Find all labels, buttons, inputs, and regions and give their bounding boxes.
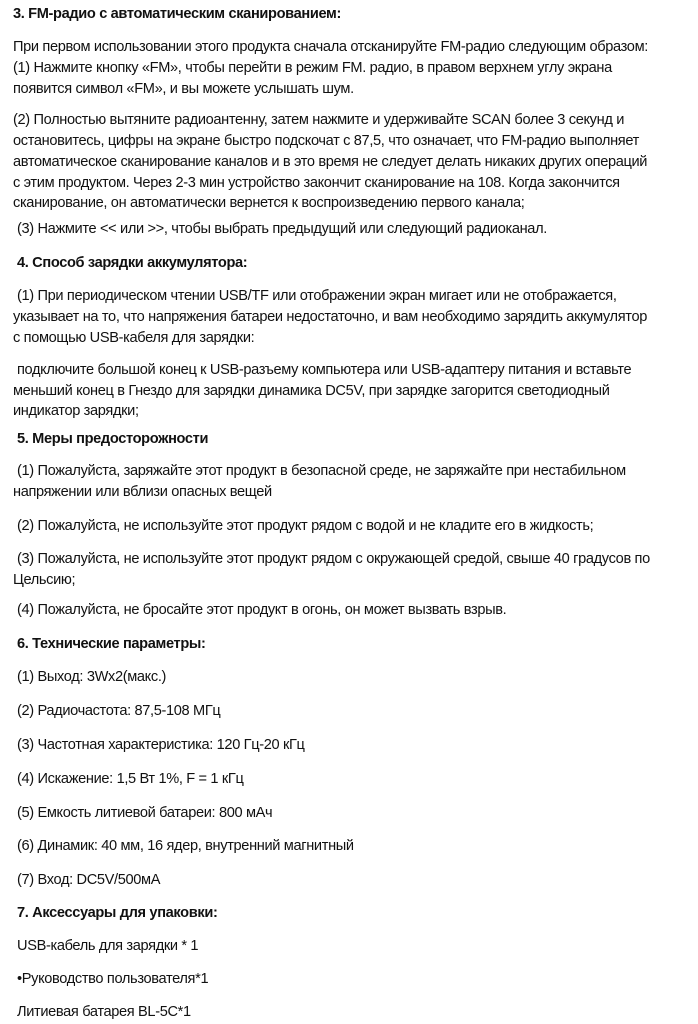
accessory-item: •Руководство пользователя*1 (17, 971, 209, 987)
text-line: (1) При периодическом чтении USB/TF или отображении экран мигает или не отображается, (17, 288, 617, 304)
text-line: подключите большой конец к USB-разъему компьютера или USB-адаптеру питания и вставьте (17, 362, 632, 378)
text-line: с помощью USB-кабеля для зарядки: (13, 330, 255, 346)
accessory-item: Литиевая батарея BL-5C*1 (17, 1004, 191, 1020)
spec-item: (6) Динамик: 40 мм, 16 ядер, внутренний магнитный (17, 838, 354, 854)
section-heading: 4. Способ зарядки аккумулятора: (17, 255, 248, 271)
text-line: (1) Пожалуйста, заряжайте этот продукт в безопасной среде, не заряжайте при нестабильном (17, 463, 626, 479)
spec-item: (1) Выход: 3Wx2(макс.) (17, 669, 167, 685)
section-heading: 5. Меры предосторожности (17, 431, 209, 447)
text-line: сканирование, он автоматически вернется к воспроизведению первого канала; (13, 195, 525, 211)
section-heading: 6. Технические параметры: (17, 636, 206, 652)
text-line: Цельсию; (13, 572, 76, 588)
text-line: остановитесь, цифры на экране быстро подскочат с 87,5, что означает, что FM-радио выполняет (13, 133, 639, 149)
spec-item: (3) Частотная характеристика: 120 Гц-20 кГц (17, 737, 305, 753)
text-line: (4) Пожалуйста, не бросайте этот продукт в огонь, он может вызвать взрыв. (17, 602, 507, 618)
text-line: (2) Полностью вытяните радиоантенну, затем нажмите и удерживайте SCAN более 3 секунд и (13, 112, 624, 128)
spec-item: (5) Емкость литиевой батареи: 800 мАч (17, 805, 273, 821)
text-line: с этим продуктом. Через 2-3 мин устройство закончит сканирование на 108. Когда закончится (13, 175, 620, 191)
spec-item: (7) Вход: DC5V/500мА (17, 872, 161, 888)
spec-item: (4) Искажение: 1,5 Вт 1%, F = 1 кГц (17, 771, 244, 787)
text-line: индикатор зарядки; (13, 403, 139, 419)
text-line: автоматическое сканирование каналов и в это время не следует делать никаких других операций (13, 154, 648, 170)
section-heading: 7. Аксессуары для упаковки: (17, 905, 218, 921)
text-line: (2) Пожалуйста, не используйте этот продукт рядом с водой и не кладите его в жидкость; (17, 518, 594, 534)
text-line: появится символ «FM», и вы можете услышать шум. (13, 81, 354, 97)
section-heading: 3. FM-радио с автоматическим сканированием: (13, 6, 341, 22)
text-line: напряжении или вблизи опасных вещей (13, 484, 272, 500)
accessory-item: USB-кабель для зарядки * 1 (17, 938, 199, 954)
text-line: (3) Пожалуйста, не используйте этот продукт рядом с окружающей средой, свыше 40 градусов по (17, 551, 650, 567)
text-line: При первом использовании этого продукта сначала отсканируйте FM-радио следующим образом: (13, 39, 648, 55)
text-line: указывает на то, что напряжения батареи недостаточно, и вам необходимо зарядить аккумулятор (13, 309, 647, 325)
text-line: (1) Нажмите кнопку «FM», чтобы перейти в режим FM. радио, в правом верхнем углу экрана (13, 60, 612, 76)
spec-item: (2) Радиочастота: 87,5-108 МГц (17, 703, 221, 719)
text-line: меньший конец в Гнездо для зарядки динамика DC5V, при зарядке загорится светодиодный (13, 383, 610, 399)
text-line: (3) Нажмите << или >>, чтобы выбрать предыдущий или следующий радиоканал. (17, 221, 547, 237)
